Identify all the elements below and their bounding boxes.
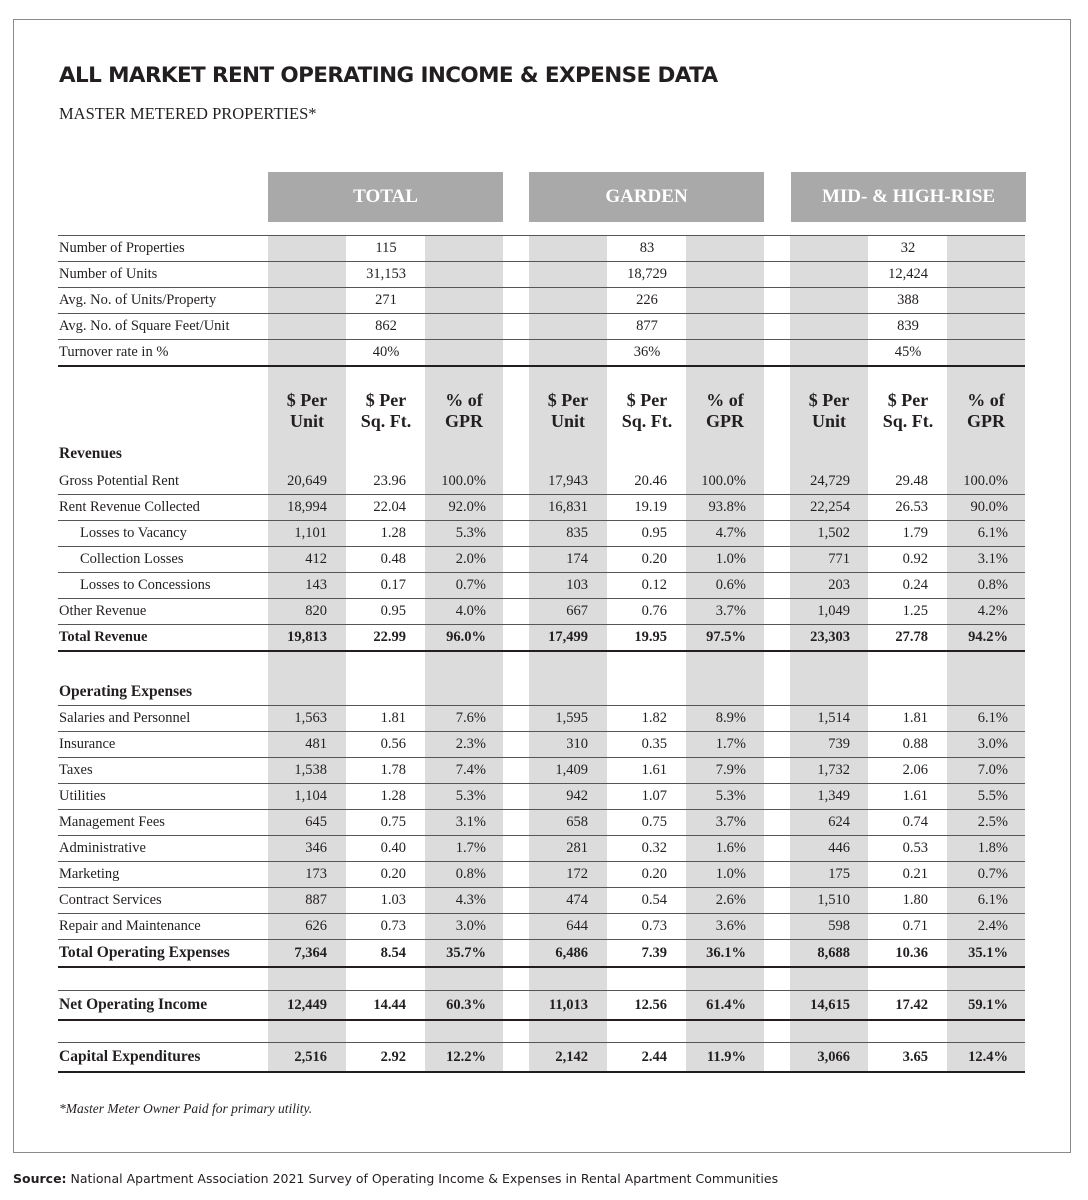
revenue-value: 174 xyxy=(566,551,588,567)
expense-value: 1.61 xyxy=(641,762,667,778)
expense-value: 4.3% xyxy=(455,892,486,908)
expense-value: 0.20 xyxy=(641,866,667,882)
revenue-value: 22.99 xyxy=(373,629,406,645)
revenue-row-label: Rent Revenue Collected xyxy=(59,499,200,515)
revenue-value: 0.95 xyxy=(641,525,667,541)
expense-value: 0.74 xyxy=(902,814,928,830)
summary-value: 31,153 xyxy=(366,266,406,282)
row-divider xyxy=(58,1042,1025,1043)
expense-value: 645 xyxy=(305,814,327,830)
capital-expenditures-value: 3,066 xyxy=(817,1049,850,1065)
group-header-garden: GARDEN xyxy=(529,172,764,222)
revenue-value: 0.20 xyxy=(641,551,667,567)
column-header-line: GPR xyxy=(706,411,744,431)
expense-value: 1.7% xyxy=(715,736,746,752)
net-operating-income-value: 12,449 xyxy=(287,997,327,1013)
expense-value: 1.0% xyxy=(715,866,746,882)
column-header xyxy=(425,390,503,432)
expense-value: 1,349 xyxy=(817,788,850,804)
revenue-value: 1,049 xyxy=(817,603,850,619)
revenue-value: 3.1% xyxy=(977,551,1008,567)
expense-value: 1,104 xyxy=(294,788,327,804)
expense-value: 0.75 xyxy=(380,814,406,830)
column-header xyxy=(347,390,425,432)
summary-value: 83 xyxy=(639,240,655,256)
column-header xyxy=(608,390,686,432)
expense-value: 0.40 xyxy=(380,840,406,856)
expense-row-label: Taxes xyxy=(59,762,93,778)
expense-value: 1.03 xyxy=(380,892,406,908)
net-operating-income-value: 14.44 xyxy=(373,997,406,1013)
revenue-value: 0.12 xyxy=(641,577,667,593)
row-divider xyxy=(58,365,1025,367)
column-header-line: % of xyxy=(706,390,744,410)
expense-value: 1,409 xyxy=(555,762,588,778)
net-operating-income-value: 12.56 xyxy=(634,997,667,1013)
source-text: National Apartment Association 2021 Survey of Operating Income & Expenses in Rental Apartment Communities xyxy=(66,1171,779,1186)
expense-value: 624 xyxy=(828,814,850,830)
revenue-value: 23.96 xyxy=(373,473,406,489)
column-header-line: $ Per xyxy=(808,390,850,410)
expense-value: 1,510 xyxy=(817,892,850,908)
expense-value: 1.7% xyxy=(455,840,486,856)
expense-value: 8,688 xyxy=(817,945,850,961)
expense-value: 0.71 xyxy=(902,918,928,934)
summary-value: 271 xyxy=(375,292,397,308)
group-header-mid-high-rise: MID- & HIGH-RISE xyxy=(791,172,1026,222)
column-header-line: Sq. Ft. xyxy=(360,411,412,431)
expense-value: 1,563 xyxy=(294,710,327,726)
column-header-line: $ Per xyxy=(626,390,668,410)
capital-expenditures-value: 3.65 xyxy=(902,1049,928,1065)
expense-value: 481 xyxy=(305,736,327,752)
revenue-value: 4.7% xyxy=(715,525,746,541)
expense-row-label: Management Fees xyxy=(59,814,165,830)
section-heading-expenses: Operating Expenses xyxy=(59,683,193,700)
revenue-value: 93.8% xyxy=(708,499,746,515)
expense-value: 0.88 xyxy=(902,736,928,752)
column-header xyxy=(529,390,607,432)
net-operating-income-value: 14,615 xyxy=(810,997,850,1013)
revenue-value: 0.6% xyxy=(715,577,746,593)
expense-value: 7.39 xyxy=(641,945,667,961)
revenue-value: 4.2% xyxy=(977,603,1008,619)
expense-value: 281 xyxy=(566,840,588,856)
revenue-row-label: Total Revenue xyxy=(59,629,148,645)
expense-value: 0.20 xyxy=(380,866,406,882)
expense-value: 310 xyxy=(566,736,588,752)
revenue-value: 103 xyxy=(566,577,588,593)
revenue-value: 100.0% xyxy=(441,473,486,489)
expense-value: 0.35 xyxy=(641,736,667,752)
expense-value: 35.1% xyxy=(968,945,1008,961)
summary-value: 40% xyxy=(372,344,400,360)
expense-value: 0.56 xyxy=(380,736,406,752)
revenue-value: 835 xyxy=(566,525,588,541)
expense-value: 1.6% xyxy=(715,840,746,856)
expense-value: 0.7% xyxy=(977,866,1008,882)
expense-value: 5.3% xyxy=(715,788,746,804)
revenue-value: 17,499 xyxy=(548,629,588,645)
revenue-value: 29.48 xyxy=(895,473,928,489)
expense-value: 2.3% xyxy=(455,736,486,752)
revenue-value: 22,254 xyxy=(810,499,850,515)
expense-value: 0.75 xyxy=(641,814,667,830)
column-header-line: % of xyxy=(445,390,483,410)
expense-value: 887 xyxy=(305,892,327,908)
revenue-value: 26.53 xyxy=(895,499,928,515)
expense-value: 446 xyxy=(828,840,850,856)
revenue-value: 4.0% xyxy=(455,603,486,619)
summary-value: 18,729 xyxy=(627,266,667,282)
summary-value: 388 xyxy=(897,292,919,308)
net-operating-income-label: Net Operating Income xyxy=(59,996,208,1013)
summary-row-label: Avg. No. of Units/Property xyxy=(59,292,217,308)
expense-row-label: Administrative xyxy=(59,840,146,856)
revenue-value: 0.17 xyxy=(380,577,406,593)
capital-expenditures-value: 2,516 xyxy=(294,1049,327,1065)
revenue-value: 412 xyxy=(305,551,327,567)
expense-value: 2.5% xyxy=(977,814,1008,830)
expense-value: 1.28 xyxy=(380,788,406,804)
revenue-value: 0.7% xyxy=(455,577,486,593)
revenue-value: 1.0% xyxy=(715,551,746,567)
revenue-value: 19,813 xyxy=(287,629,327,645)
source-note xyxy=(13,1171,778,1186)
revenue-value: 820 xyxy=(305,603,327,619)
expense-value: 10.36 xyxy=(895,945,928,961)
row-divider xyxy=(58,966,1025,968)
net-operating-income-value: 17.42 xyxy=(895,997,928,1013)
expense-value: 3.7% xyxy=(715,814,746,830)
page-title: ALL MARKET RENT OPERATING INCOME & EXPENSE DATA xyxy=(59,63,718,88)
revenue-value: 19.95 xyxy=(634,629,667,645)
revenue-value: 203 xyxy=(828,577,850,593)
expense-value: 3.0% xyxy=(455,918,486,934)
expense-row-label: Total Operating Expenses xyxy=(59,944,230,961)
capital-expenditures-value: 2.44 xyxy=(641,1049,667,1065)
capital-expenditures-value: 12.4% xyxy=(968,1049,1008,1065)
capital-expenditures-label: Capital Expenditures xyxy=(59,1048,201,1065)
revenue-value: 0.48 xyxy=(380,551,406,567)
revenue-value: 5.3% xyxy=(455,525,486,541)
expense-value: 3.6% xyxy=(715,918,746,934)
expense-value: 1,514 xyxy=(817,710,850,726)
expense-value: 7.6% xyxy=(455,710,486,726)
summary-value: 226 xyxy=(636,292,658,308)
revenue-value: 100.0% xyxy=(963,473,1008,489)
expense-value: 1.61 xyxy=(902,788,928,804)
revenue-value: 0.92 xyxy=(902,551,928,567)
expense-value: 1.07 xyxy=(641,788,667,804)
revenue-value: 1,502 xyxy=(817,525,850,541)
revenue-value: 22.04 xyxy=(373,499,406,515)
revenue-value: 143 xyxy=(305,577,327,593)
expense-value: 1,538 xyxy=(294,762,327,778)
expense-value: 942 xyxy=(566,788,588,804)
capital-expenditures-value: 2.92 xyxy=(380,1049,406,1065)
revenue-row-label: Gross Potential Rent xyxy=(59,473,180,489)
column-header-line: $ Per xyxy=(365,390,407,410)
summary-value: 839 xyxy=(897,318,919,334)
revenue-row-label: Losses to Concessions xyxy=(80,577,211,593)
revenue-value: 6.1% xyxy=(977,525,1008,541)
summary-row-label: Turnover rate in % xyxy=(59,344,169,360)
revenue-value: 24,729 xyxy=(810,473,850,489)
column-header-line: Sq. Ft. xyxy=(621,411,673,431)
revenue-value: 1,101 xyxy=(294,525,327,541)
footnote: *Master Meter Owner Paid for primary utility. xyxy=(59,1101,313,1116)
column-header-line: $ Per xyxy=(887,390,929,410)
revenue-row-label: Losses to Vacancy xyxy=(80,525,187,541)
expense-value: 6,486 xyxy=(555,945,588,961)
revenue-value: 3.7% xyxy=(715,603,746,619)
column-header xyxy=(268,390,346,432)
column-header xyxy=(790,390,868,432)
revenue-value: 1.25 xyxy=(902,603,928,619)
expense-value: 1.8% xyxy=(977,840,1008,856)
revenue-value: 771 xyxy=(828,551,850,567)
summary-value: 36% xyxy=(633,344,661,360)
summary-value: 862 xyxy=(375,318,397,334)
section-heading-revenues: Revenues xyxy=(59,445,122,462)
expense-value: 2.06 xyxy=(902,762,928,778)
expense-value: 7.9% xyxy=(715,762,746,778)
expense-value: 0.21 xyxy=(902,866,928,882)
expense-value: 739 xyxy=(828,736,850,752)
capital-expenditures-value: 12.2% xyxy=(446,1049,486,1065)
column-header xyxy=(686,390,764,432)
expense-value: 346 xyxy=(305,840,327,856)
expense-value: 1.80 xyxy=(902,892,928,908)
expense-value: 7.0% xyxy=(977,762,1008,778)
page-subtitle: MASTER METERED PROPERTIES* xyxy=(59,104,317,123)
capital-expenditures-value: 11.9% xyxy=(706,1049,746,1065)
revenue-row-label: Other Revenue xyxy=(59,603,147,619)
revenue-value: 94.2% xyxy=(968,629,1008,645)
expense-row-label: Repair and Maintenance xyxy=(59,918,201,934)
expense-value: 598 xyxy=(828,918,850,934)
column-header-line: % of xyxy=(967,390,1005,410)
revenue-value: 17,943 xyxy=(548,473,588,489)
column-header xyxy=(869,390,947,432)
expense-value: 3.1% xyxy=(455,814,486,830)
revenue-value: 16,831 xyxy=(548,499,588,515)
group-header-total: TOTAL xyxy=(268,172,503,222)
summary-row-label: Number of Properties xyxy=(59,240,185,256)
expense-value: 175 xyxy=(828,866,850,882)
expense-value: 0.73 xyxy=(380,918,406,934)
column-header-line: Unit xyxy=(289,411,324,431)
column-header-line: $ Per xyxy=(286,390,328,410)
expense-value: 1.78 xyxy=(380,762,406,778)
expense-row-label: Salaries and Personnel xyxy=(59,710,191,726)
net-operating-income-value: 59.1% xyxy=(968,997,1008,1013)
expense-value: 0.54 xyxy=(641,892,667,908)
column-header-line: Sq. Ft. xyxy=(882,411,934,431)
revenue-value: 19.19 xyxy=(634,499,667,515)
revenue-value: 1.79 xyxy=(902,525,928,541)
row-divider xyxy=(58,990,1025,991)
revenue-value: 96.0% xyxy=(446,629,486,645)
expense-value: 8.54 xyxy=(380,945,406,961)
revenue-value: 90.0% xyxy=(970,499,1008,515)
revenue-value: 20,649 xyxy=(287,473,327,489)
expense-value: 1.82 xyxy=(641,710,667,726)
net-operating-income-value: 60.3% xyxy=(446,997,486,1013)
revenue-value: 97.5% xyxy=(706,629,746,645)
summary-row-label: Number of Units xyxy=(59,266,158,282)
row-divider xyxy=(58,650,1025,652)
expense-value: 8.9% xyxy=(715,710,746,726)
expense-row-label: Utilities xyxy=(59,788,106,804)
expense-value: 35.7% xyxy=(446,945,486,961)
revenue-value: 1.28 xyxy=(380,525,406,541)
expense-value: 0.32 xyxy=(641,840,667,856)
revenue-value: 18,994 xyxy=(287,499,327,515)
revenue-value: 0.95 xyxy=(380,603,406,619)
summary-value: 45% xyxy=(894,344,922,360)
expense-value: 7.4% xyxy=(455,762,486,778)
expense-value: 5.5% xyxy=(977,788,1008,804)
expense-row-label: Insurance xyxy=(59,736,116,752)
revenue-value: 0.8% xyxy=(977,577,1008,593)
net-operating-income-value: 61.4% xyxy=(706,997,746,1013)
revenue-value: 100.0% xyxy=(701,473,746,489)
expense-value: 6.1% xyxy=(977,892,1008,908)
expense-value: 5.3% xyxy=(455,788,486,804)
revenue-value: 667 xyxy=(566,603,588,619)
expense-row-label: Marketing xyxy=(59,866,120,882)
column-header-line: Unit xyxy=(811,411,846,431)
column-header-line: $ Per xyxy=(547,390,589,410)
revenue-value: 27.78 xyxy=(895,629,928,645)
column-header-line: GPR xyxy=(967,411,1005,431)
summary-row-label: Avg. No. of Square Feet/Unit xyxy=(59,318,230,334)
expense-value: 6.1% xyxy=(977,710,1008,726)
expense-value: 1.81 xyxy=(902,710,928,726)
summary-value: 12,424 xyxy=(888,266,928,282)
revenue-value: 2.0% xyxy=(455,551,486,567)
expense-value: 7,364 xyxy=(294,945,327,961)
expense-value: 0.53 xyxy=(902,840,928,856)
expense-value: 173 xyxy=(305,866,327,882)
revenue-value: 92.0% xyxy=(448,499,486,515)
summary-value: 32 xyxy=(900,240,916,256)
expense-value: 0.8% xyxy=(455,866,486,882)
revenue-row-label: Collection Losses xyxy=(80,551,184,567)
expense-value: 474 xyxy=(566,892,588,908)
column-header-line: Unit xyxy=(550,411,585,431)
net-operating-income-value: 11,013 xyxy=(548,997,588,1013)
expense-value: 644 xyxy=(566,918,588,934)
row-divider xyxy=(58,1019,1025,1021)
expense-row-label: Contract Services xyxy=(59,892,162,908)
expense-value: 172 xyxy=(566,866,588,882)
revenue-value: 20.46 xyxy=(634,473,667,489)
capital-expenditures-value: 2,142 xyxy=(555,1049,588,1065)
expense-value: 2.6% xyxy=(715,892,746,908)
expense-value: 36.1% xyxy=(706,945,746,961)
summary-value: 877 xyxy=(636,318,658,334)
revenue-value: 23,303 xyxy=(810,629,850,645)
row-divider xyxy=(58,1071,1025,1073)
expense-value: 1,732 xyxy=(817,762,850,778)
revenue-value: 0.76 xyxy=(641,603,667,619)
column-header-line: GPR xyxy=(445,411,483,431)
source-label: Source: xyxy=(13,1171,67,1186)
column-header xyxy=(947,390,1025,432)
expense-value: 658 xyxy=(566,814,588,830)
expense-value: 626 xyxy=(305,918,327,934)
expense-value: 3.0% xyxy=(977,736,1008,752)
expense-value: 1.81 xyxy=(380,710,406,726)
expense-value: 0.73 xyxy=(641,918,667,934)
expense-value: 2.4% xyxy=(977,918,1008,934)
expense-value: 1,595 xyxy=(555,710,588,726)
summary-value: 115 xyxy=(375,240,397,256)
revenue-value: 0.24 xyxy=(902,577,928,593)
